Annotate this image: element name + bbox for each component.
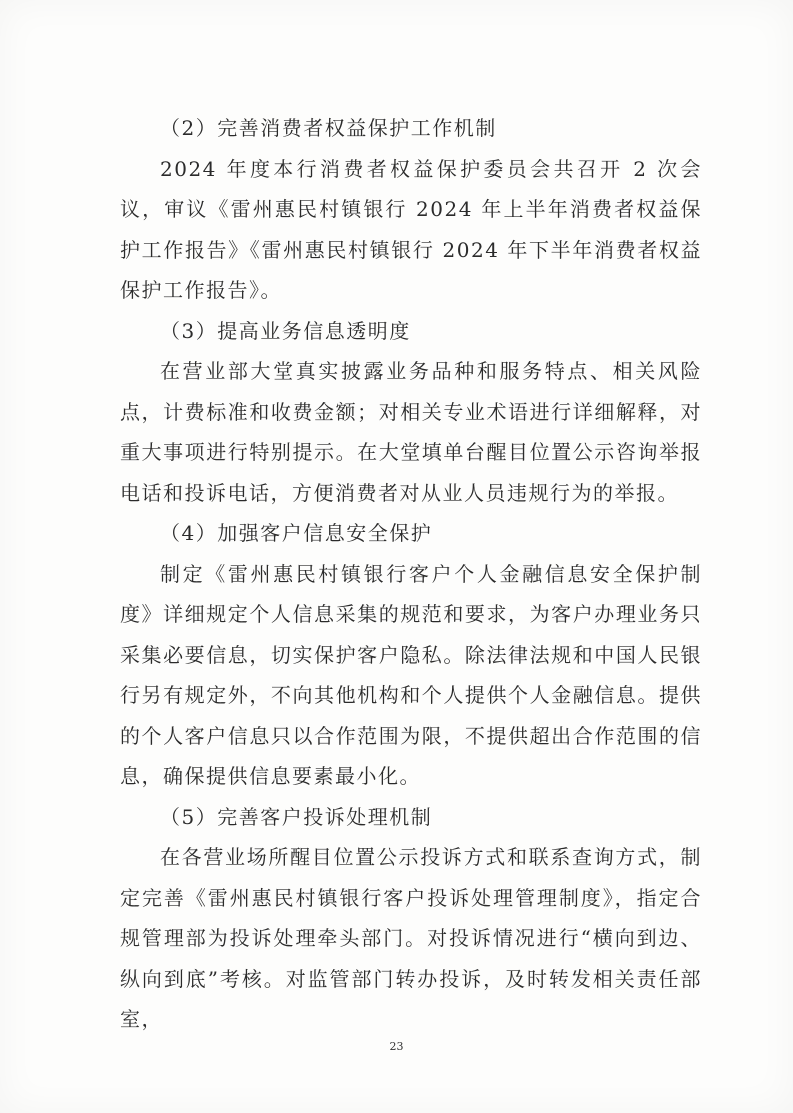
section-paragraph-4: 制定《雷州惠民村镇银行客户个人金融信息安全保护制度》详细规定个人信息采集的规范和要求，为客户办理业务只采集必要信息，切实保护客户隐私。除法律法规和中国人民银行另有规定外，不向其他机构和个人提供个人金融信息。提供的个人客户信息只以合作范围为限，不提供超出合作范围的信息，确保提供信息要素最小化。 bbox=[120, 561, 702, 788]
page-number: 23 bbox=[389, 1040, 404, 1053]
section-heading-4: （4）加强客户信息安全保护 bbox=[160, 521, 433, 545]
section-paragraph-2: 2024 年度本行消费者权益保护委员会共召开 2 次会议，审议《雷州惠民村镇银行 2024 年上半年消费者权益保护工作报告》《雷州惠民村镇银行 2024 年下半年消费者权益保护工作报告》。 bbox=[120, 156, 702, 302]
section-paragraph-3: 在营业部大堂真实披露业务品种和服务特点、相关风险点，计费标准和收费金额；对相关专业术语进行详细解释，对重大事项进行特别提示。在大堂填单台醒目位置公示咨询举报电话和投诉电话，方便消费者对从业人员违规行为的举报。 bbox=[120, 359, 702, 505]
section-heading-5: （5）完善客户投诉处理机制 bbox=[160, 804, 433, 829]
document-body bbox=[120, 108, 702, 1040]
section-heading-2: （2）完善消费者权益保护工作机制 bbox=[160, 116, 497, 140]
section-paragraph-5: 在各营业场所醒目位置公示投诉方式和联系查询方式，制定完善《雷州惠民村镇银行客户投诉处理管理制度》，指定合规管理部为投诉处理牵头部门。对投诉情况进行“横向到边、纵向到底”考核。对监管部门转办投诉，及时转发相关责任部室， bbox=[120, 845, 702, 1031]
section-heading-3: （3）提高业务信息透明度 bbox=[160, 318, 411, 343]
